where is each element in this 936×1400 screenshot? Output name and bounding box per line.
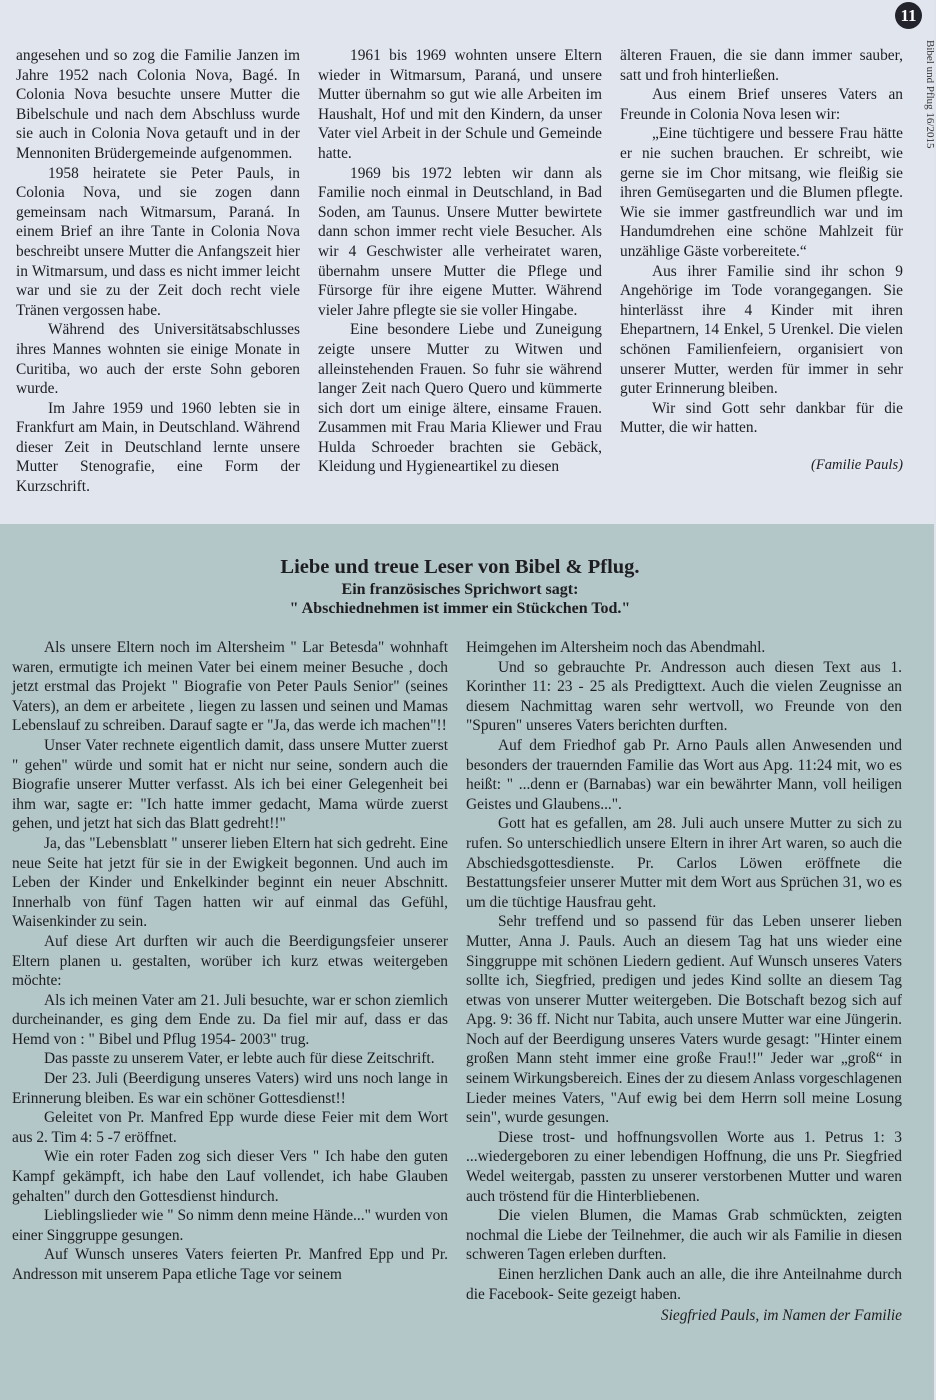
paragraph: Während des Universitätsabschlusses ihres Mannes wohnten sie einige Monate in Curitiba, wo auch der erste Sohn geboren wurde. bbox=[16, 321, 300, 398]
paragraph: Das passte zu unserem Vater, er lebte auch für diese Zeitschrift. bbox=[44, 1050, 435, 1068]
paragraph: 1961 bis 1969 wohnten unsere Eltern wieder in Witmarsum, Paraná, und unsere Mutter übernahm so gut wie alle Arbeiten im Haushalt, Hof und mit den Kindern, da unser Vater viel Arbeit in der Schule und Gemeinde hatte. bbox=[318, 47, 602, 162]
paragraph: Eine besondere Liebe und Zuneigung zeigte unsere Mutter zu Witwen und alleinstehenden Frauen. So fuhr sie während langer Zeit nach Quero Quero und kümmerte sich dort um einige ältere, einsame Frauen. Zusammen mit Frau Maria Kliewer und Frau Hulda Schroeder brachten sie Gebäck, Kleidung und Hygieneartikel zu diesen bbox=[318, 321, 602, 476]
paragraph: Sehr treffend und so passend für das Leben unserer lieben Mutter, Anna J. Pauls. Auch an diesem Tag hat uns wieder eine Singgruppe mit schönen Liedern gedient. Auf Wunsch unseres Vaters sollte ich, Siegfried, predigen und jedes Kind sollte an diesem Tag etwas von unserer Mutter weitergeben. Die Botschaft bezog sich auf Apg. 9: 36 ff. Nicht nur Tabita, auch unsere Mutter war eine Jüngerin. Noch auf der Beerdigung unseres Vaters wurde gesagt: "Hinter einem großen Mann steht immer eine große Frau!!" Jeder war „groß“ in seinem Wirkungsbereich. Eines der zu diesem Anlass vorgeschlagenen Lieder meines Vaters, "Auf ewig bei dem Herrn soll meine Losung sein", wurde gesungen. bbox=[466, 913, 902, 1127]
paragraph: Aus ihrer Familie sind ihr schon 9 Angehörige im Tode vorangegangen. Sie hinterlässt ihre 4 Kinder mit ihren Ehepartnern, 14 Enkel, 5 Urenkel. Die vielen schönen Familienfeiern, organisiert von unserer Mutter, werden für immer in sehr guter Erinnerung bleiben. bbox=[620, 262, 903, 398]
article-signature: Siegfried Pauls, im Namen der Familie bbox=[660, 1307, 902, 1325]
letter-subtitle: Ein französisches Sprichwort sagt: bbox=[341, 581, 579, 598]
paragraph: Gott hat es gefallen, am 28. Juli auch unsere Mutter zu sich zu rufen. So unterschiedlich unsere Eltern in ihrer Art waren, so auch die Abschiedsgottesdienste. Pr. Carlos Löwen eröffnete die Bestattungsfeier unserer Mutter mit dem Wort aus Sprüchen 31, wo es um die tüchtige Hausfrau geht. bbox=[466, 815, 902, 911]
paragraph: Unser Vater rechnete eigentlich damit, dass unsere Mutter zuerst " gehen" würde und somit hat er nicht nur seine, sondern auch die Biografie unserer Mutter verfasst. Als ich bei einer Gelegenheit bei ihm war, sagte er: "Ich hatte immer gedacht, Mama würde zuerst gehen, und jetzt hat sich das Blatt gedreht!!" bbox=[12, 736, 448, 833]
paragraph: Ja, das "Lebensblatt " unserer lieben Eltern hat sich gedreht. Eine neue Seite hat jetzt für sie in der Ewigkeit begonnen. Und auch im Leben der Kinder und Enkelkinder beginnt ein neuer Abschnitt. Innerhalb von fünf Tagen hatten wir auf einmal das Gefühl, Waisenkinder zu sein. bbox=[12, 834, 448, 931]
obituary-column-2 bbox=[318, 46, 602, 477]
paragraph: Lieblingslieder wie " So nimm denn meine Hände..." wurden von einer Singgruppe gesungen. bbox=[12, 1207, 448, 1244]
running-head-text: Bibel und Pflug 16/2015 bbox=[924, 40, 936, 149]
paragraph: Auf dem Friedhof gab Pr. Arno Pauls allen Anwesenden und besonders der trauernden Familie das Wort aus Apg. 11:24 mit, wo es heißt: " ...denn er (Barnabas) war ein bewährter Mann, voll heiligen Geistes und Glaubens...". bbox=[466, 736, 902, 813]
paragraph: Wir sind Gott sehr dankbar für die Mutter, die wir hatten. bbox=[620, 399, 903, 437]
running-head bbox=[924, 40, 936, 149]
letter-quote: " Abschiednehmen ist immer ein Stückchen Tod." bbox=[289, 600, 631, 617]
paragraph: Auf diese Art durften wir auch die Beerdigungsfeier unserer Eltern planen u. gestalten, worüber ich kurz etwas weitergeben möchte: bbox=[12, 932, 448, 990]
paragraph: Auf Wunsch unseres Vaters feierten Pr. Manfred Epp und Pr. Andresson mit unserem Papa etliche Tage vor seinem bbox=[12, 1246, 448, 1283]
paragraph: Als ich meinen Vater am 21. Juli besuchte, war er schon ziemlich durcheinander, es ging dem Ende zu. Da fiel mir auf, dass er das Hemd von : " Bibel und Pflug 1954- 2003" trug. bbox=[12, 991, 448, 1048]
paragraph: Als unsere Eltern noch im Altersheim " Lar Betesda" wohnhaft waren, ermutigte ich meinen Vater bei einem meiner Besuche , doch jetzt erstmal das Projekt " Biografie von Peter Pauls Senior" (seines Vaters), an dem er arbeitete , liegen zu lassen und seinen und Mamas Lebenslauf zu schreiben. Darauf sagte er "Ja, das werde ich machen"!! bbox=[12, 639, 448, 735]
paragraph: Diese trost- und hoffnungsvollen Worte aus 1. Petrus 1: 3 ...wiedergeboren zu einer lebendigen Hoffnung, die uns Pr. Siegfried Wedel weitergab, passten zu unserer verstorbenen Mutter und waren auch tröstend für die Hinterbliebenen. bbox=[466, 1128, 902, 1205]
letter-column-2 bbox=[466, 638, 902, 1326]
obituary-column-1 bbox=[16, 46, 300, 497]
paragraph: Wie ein roter Faden zog sich dieser Vers " Ich habe den guten Kampf gekämpft, ich habe den Lauf vollendet, ich habe Glauben gehalten" durch den Gottesdienst hindurch. bbox=[12, 1148, 448, 1205]
paragraph: Die vielen Blumen, die Mamas Grab schmückten, zeigten nochmal die Liebe der Teilnehmer, die auch wir als Familie in diesen schweren Tagen erleben durften. bbox=[466, 1207, 902, 1264]
letter-title: Liebe und treue Leser von Bibel & Pflug. bbox=[280, 556, 640, 578]
article-obituary bbox=[0, 0, 934, 524]
paragraph: Der 23. Juli (Beerdigung unseres Vaters) wird uns noch lange in Erinnerung bleiben. Es war ein schöner Gottesdienst!! bbox=[12, 1070, 448, 1107]
paragraph: Und so gebrauchte Pr. Andresson auch diesen Text aus 1. Korinther 11: 23 - 25 als Predigttext. Auch die vielen Zeugnisse an diesem Nachmittag waren sehr wertvoll, wo Freunde von den "Spuren" unseres Vaters berichten durften. bbox=[466, 658, 902, 735]
page-number-badge: 11 bbox=[895, 2, 922, 29]
paragraph: Im Jahre 1959 und 1960 lebten sie in Frankfurt am Main, in Deutschland. Während dieser Zeit in Deutschland lernte unsere Mutter Stenografie, eine Form der Kurzschrift. bbox=[16, 399, 300, 496]
paragraph: Einen herzlichen Dank auch an alle, die ihre Anteilnahme durch die Facebook- Seite gezeigt haben. bbox=[466, 1266, 902, 1303]
article-signature: (Familie Pauls) bbox=[810, 456, 903, 473]
paragraph: Aus einem Brief unseres Vaters an Freunde in Colonia Nova lesen wir: bbox=[620, 86, 903, 123]
letter-heading bbox=[0, 554, 920, 618]
letter-column-1 bbox=[12, 638, 448, 1285]
paragraph: angesehen und so zog die Familie Janzen im Jahre 1952 nach Colonia Nova, Bagé. In Colonia Nova besuchte unsere Mutter die Bibelschule und nach dem Abschluss wurde sie auch in Colonia Nova getauft und in der Mennoniten Brüdergemeinde aufgenommen. bbox=[16, 47, 300, 162]
paragraph: älteren Frauen, die sie dann immer sauber, satt und froh hinterließen. bbox=[620, 47, 903, 84]
paragraph: 1958 heiratete sie Peter Pauls, in Colonia Nova, und sie zogen dann gemeinsam nach Witmarsum, Paraná. In einem Brief an ihre Tante in Colonia Nova beschreibt unsere Mutter die Anfangszeit hier in Witmarsum, und dass es nicht immer leicht war und sie zu der Zeit doch recht viele Tränen vergossen habe. bbox=[16, 164, 300, 319]
paragraph: „Eine tüchtigere und bessere Frau hätte er nie suchen brauchen. Er schreibt, wie gerne sie im Chor mitsang, wie fleißig sie ihren Gemüsegarten und die Blumen pflegte. Wie sie immer gastfreundlich war und im Handumdrehen eine schöne Mahlzeit für unzählige Gäste vorbereitete.“ bbox=[620, 125, 903, 260]
paragraph: Geleitet von Pr. Manfred Epp wurde diese Feier mit dem Wort aus 2. Tim 4: 5 -7 eröffnet. bbox=[12, 1109, 448, 1146]
paragraph: 1969 bis 1972 lebten wir dann als Familie noch einmal in Deutschland, in Bad Soden, am Taunus. Unsere Mutter bewirtete dann schon immer recht viele Besucher. Als wir 4 Geschwister alle verheiratet waren, übernahm unsere Mutter die Pflege und Fürsorge für ihre eigene Mutter. Während vieler Jahre pflegte sie sie voller Hingabe. bbox=[318, 164, 602, 319]
obituary-column-3 bbox=[620, 46, 903, 475]
paragraph: Heimgehen im Altersheim noch das Abendmahl. bbox=[466, 639, 766, 656]
